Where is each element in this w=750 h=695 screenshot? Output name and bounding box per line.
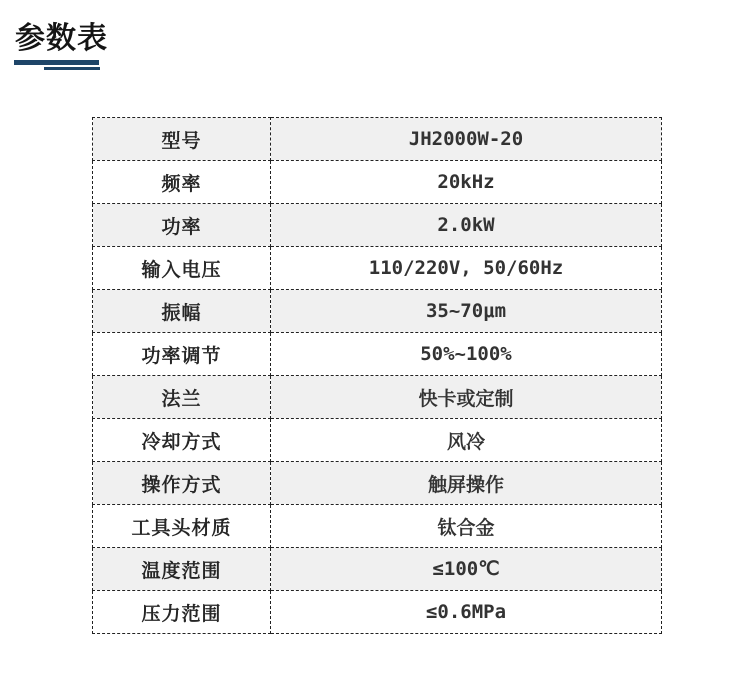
param-value: 钛合金 — [271, 505, 662, 548]
title-underline-primary — [14, 60, 99, 65]
param-value: 触屏操作 — [271, 462, 662, 505]
table-row — [93, 161, 662, 204]
title-underline-secondary — [44, 67, 100, 70]
title-block — [0, 0, 300, 80]
param-value: ≤0.6MPa — [271, 591, 662, 634]
param-value: 50%~100% — [271, 333, 662, 376]
param-label: 操作方式 — [93, 462, 271, 505]
table-row — [93, 333, 662, 376]
param-label: 输入电压 — [93, 247, 271, 290]
table-row — [93, 462, 662, 505]
param-label: 法兰 — [93, 376, 271, 419]
parameter-table — [92, 117, 662, 634]
param-value: 110/220V, 50/60Hz — [271, 247, 662, 290]
param-value: 2.0kW — [271, 204, 662, 247]
param-label: 功率 — [93, 204, 271, 247]
param-label: 压力范围 — [93, 591, 271, 634]
param-label: 冷却方式 — [93, 419, 271, 462]
param-label: 振幅 — [93, 290, 271, 333]
table-row — [93, 591, 662, 634]
param-value: 35~70μm — [271, 290, 662, 333]
param-label: 频率 — [93, 161, 271, 204]
param-value: ≤100℃ — [271, 548, 662, 591]
table-row — [93, 419, 662, 462]
param-value: JH2000W-20 — [271, 118, 662, 161]
table-row — [93, 247, 662, 290]
table-row — [93, 204, 662, 247]
param-label: 型号 — [93, 118, 271, 161]
param-label: 温度范围 — [93, 548, 271, 591]
param-label: 功率调节 — [93, 333, 271, 376]
table-row — [93, 290, 662, 333]
table-row — [93, 505, 662, 548]
param-value: 20kHz — [271, 161, 662, 204]
table-row — [93, 376, 662, 419]
parameter-table-body — [93, 118, 662, 634]
page-title: 参数表 — [15, 21, 108, 56]
table-row — [93, 118, 662, 161]
param-value: 快卡或定制 — [271, 376, 662, 419]
param-label: 工具头材质 — [93, 505, 271, 548]
table-row — [93, 548, 662, 591]
param-value: 风冷 — [271, 419, 662, 462]
